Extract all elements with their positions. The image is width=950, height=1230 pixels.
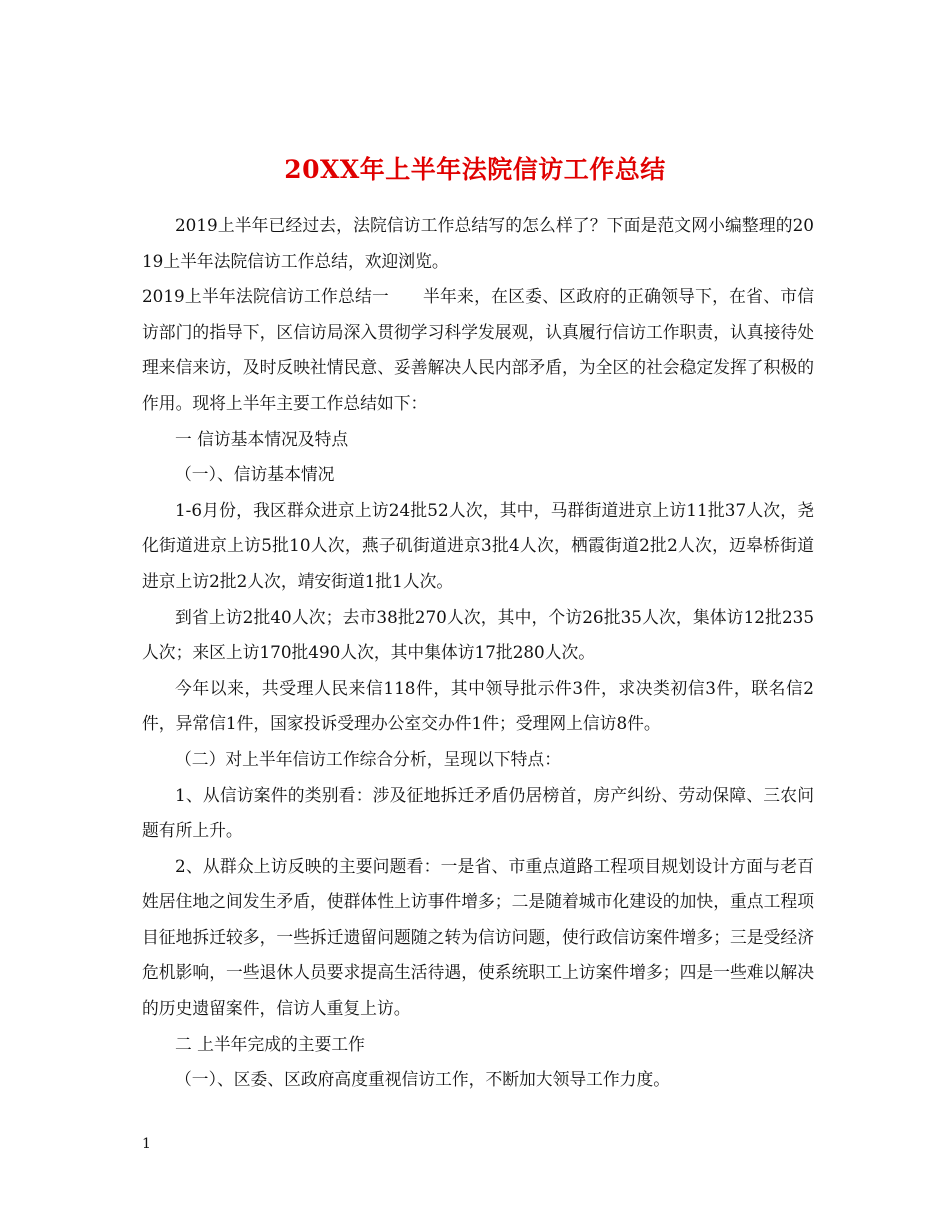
document-title: 20XX年上半年法院信访工作总结 (284, 154, 666, 184)
document-body (142, 208, 814, 1098)
subsection-heading-basic-situation: （一）、信访基本情况 (175, 464, 335, 485)
section-heading-basic-situation: 一 信访基本情况及特点 (175, 428, 349, 449)
subsection-heading-leadership: （一）、区委、区政府高度重视信访工作，不断加大领导工作力度。 (175, 1069, 671, 1090)
section-heading-main-work: 二 上半年完成的主要工作 (175, 1033, 365, 1054)
paragraph-case-categories: 1、从信访案件的类别看：涉及征地拆迁矛盾仍居榜首，房产纠纷、劳动保障、三农问题有所上升。 (142, 784, 814, 841)
paragraph-beijing-visits: 1-6月份，我区群众进京上访24批52人次，其中，马群街道进京上访11批37人次，尧化街道进京上访5批10人次，燕子矶街道进京3批4人次，栖霞街道2批2人次，迈皋桥街道进京上访2批2人次，靖安街道1批1人次。 (142, 499, 814, 591)
paragraph-intro: 2019上半年已经过去，法院信访工作总结写的怎么样了？下面是范文网小编整理的2019上半年法院信访工作总结，欢迎浏览。 (142, 215, 814, 271)
page-number: 1 (142, 1136, 151, 1152)
subsection-heading-analysis: （二）对上半年信访工作综合分析，呈现以下特点： (175, 748, 561, 769)
paragraph-main-issues: 2、从群众上访反映的主要问题看：一是省、市重点道路工程项目规划设计方面与老百姓居住地之间发生矛盾，使群体性上访事件增多；二是随着城市化建设的加快，重点工程项目征地拆迁较多，一些拆迁遗留问题随之转为信访问题，使行政信访案件增多；三是受经济危机影响，一些退休人员要求提高生活待遇，使系统职工上访案件增多；四是一些难以解决的历史遗留案件，信访人重复上访。 (142, 855, 814, 1019)
paragraph-summary-one: 2019上半年法院信访工作总结一 半年来，在区委、区政府的正确领导下，在省、市信访部门的指导下，区信访局深入贯彻学习科学发展观，认真履行信访工作职责，认真接待处理来信来访，及时反映社情民意、妥善解决人民内部矛盾，为全区的社会稳定发挥了积极的作用。现将上半年主要工作总结如下： (142, 286, 814, 413)
paragraph-letters: 今年以来，共受理人民来信118件，其中领导批示件3件，求决类初信3件，联名信2件，异常信1件，国家投诉受理办公室交办件1件；受理网上信访8件。 (142, 677, 814, 734)
paragraph-province-city-visits: 到省上访2批40人次；去市38批270人次，其中，个访26批35人次，集体访12批235人次；来区上访170批490人次，其中集体访17批280人次。 (142, 606, 814, 663)
